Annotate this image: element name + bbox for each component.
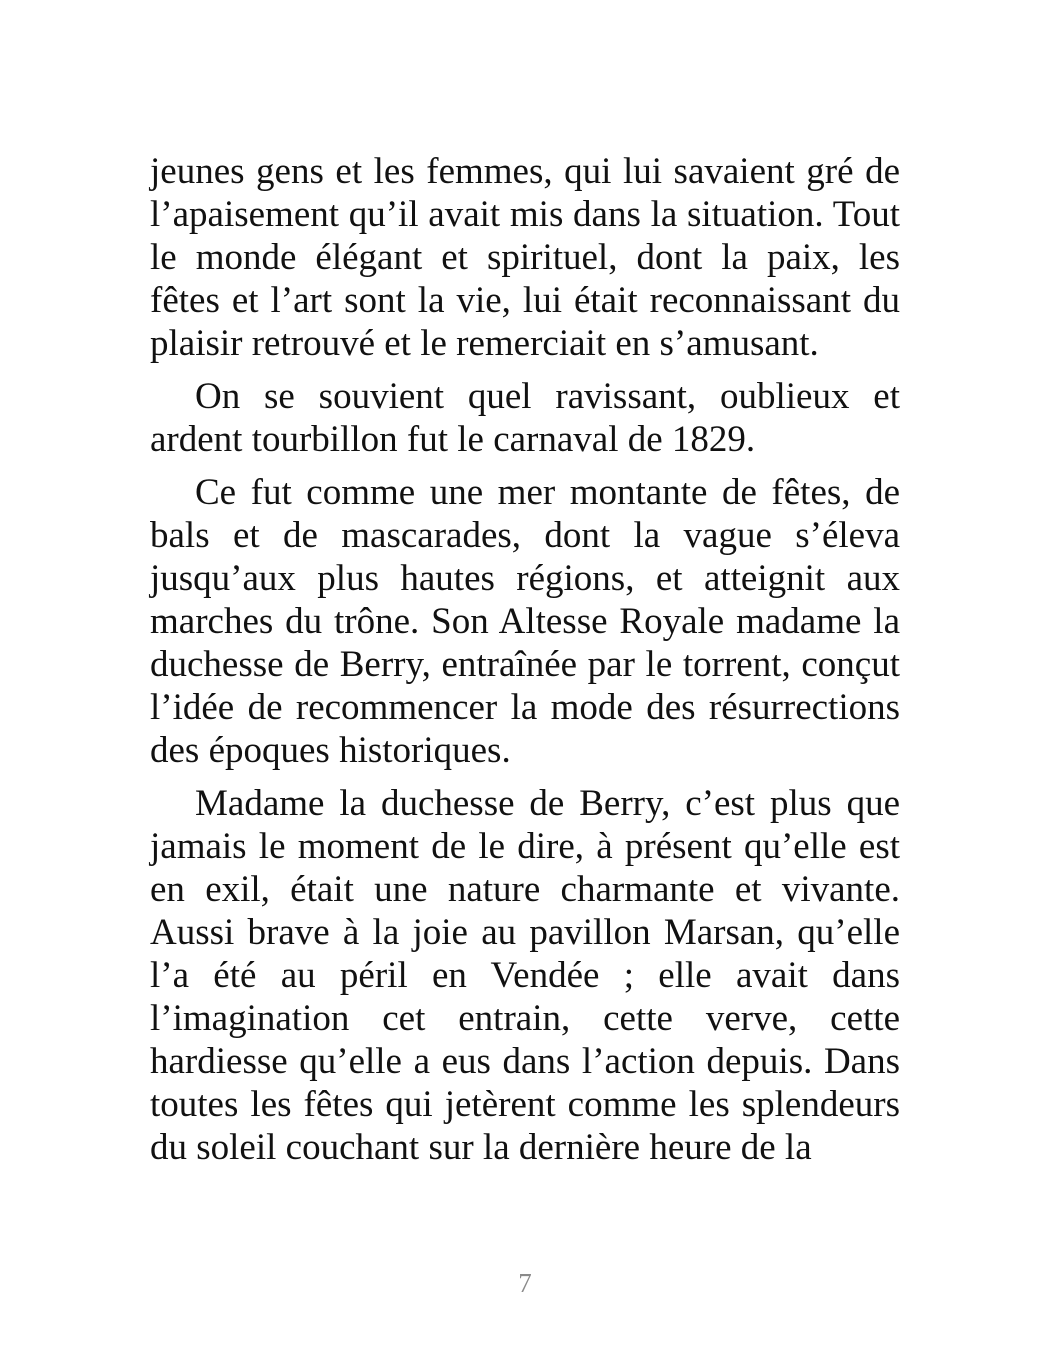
paragraph-continuation: jeunes gens et les femmes, qui lui savaient gré de l’apaisement qu’il avait mis dans la situation. Tout le monde élégant et spirituel, dont la paix, les fêtes et l’art sont la vie, lui était reconnaissant du plaisir retrouvé et le remerciait en s’amusant. xyxy=(150,151,900,364)
paragraph-fetes: Ce fut comme une mer montante de fêtes, de bals et de mascarades, dont la vague s’éleva jusqu’aux plus hautes régions, et atteignit aux marches du trône. Son Altesse Royale madame la duchesse de Berry, entraînée par le torrent, conçut l’idée de recommencer la mode des résurrections des époques historiques. xyxy=(150,472,900,771)
paragraph-duchesse: Madame la duchesse de Berry, c’est plus que jamais le moment de le dire, à présent qu’elle est en exil, était une nature charmante et vivante. Aussi brave à la joie au pavillon Marsan, qu’elle l’a été au péril en Vendée ; elle avait dans l’imagination cet entrain, cette verve, cette hardiesse qu’elle a eus dans l’action depuis. Dans toutes les fêtes qui jetèrent comme les splendeurs du soleil couchant sur la dernière heure de la xyxy=(150,783,900,1168)
page-number: 7 xyxy=(518,1268,532,1298)
paragraph-carnaval: On se souvient quel ravissant, oublieux et ardent tourbillon fut le carnaval de 1829. xyxy=(150,376,900,460)
page-body xyxy=(150,150,900,1179)
